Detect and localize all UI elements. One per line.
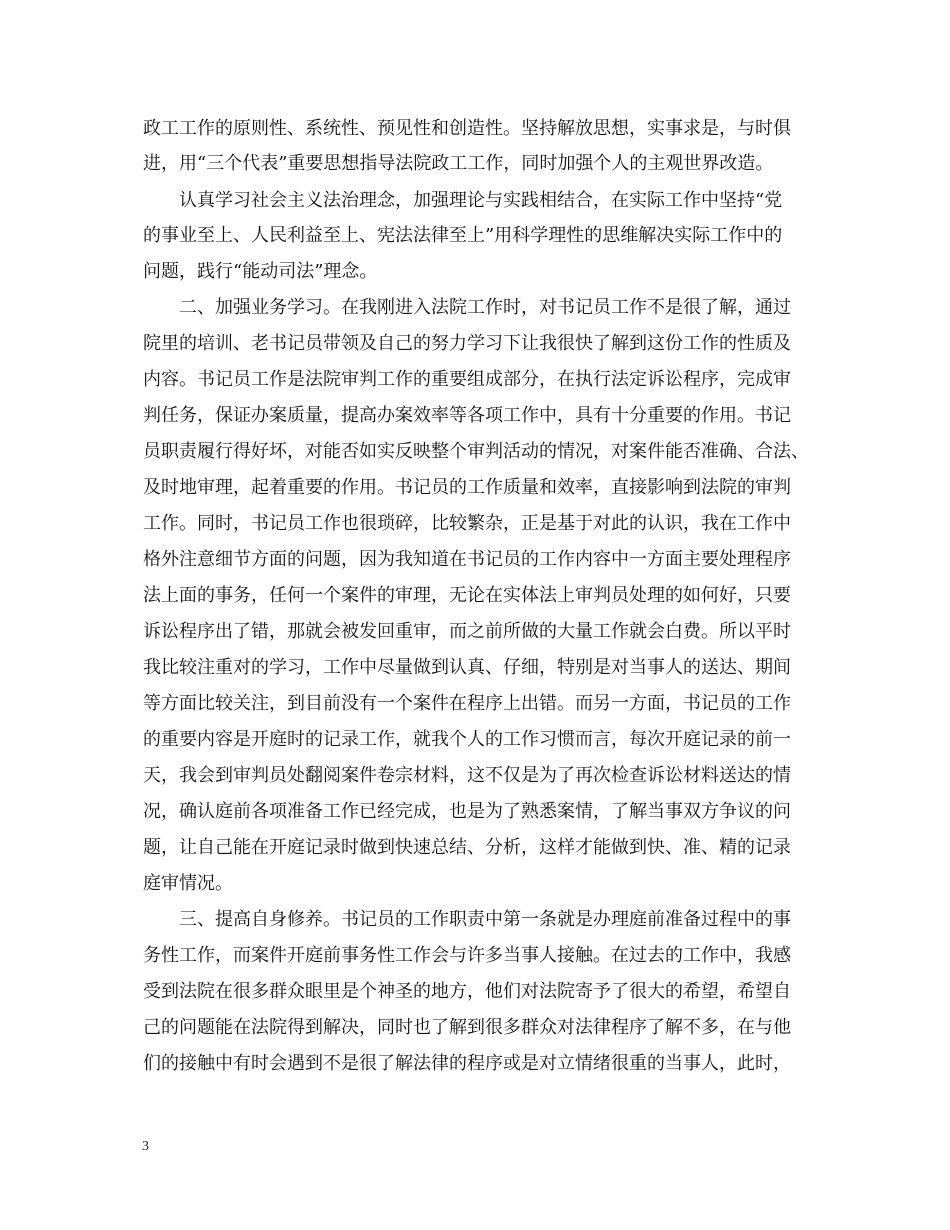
text-line: 务性工作，而案件开庭前事务性工作会与许多当事人接触。在过去的工作中，我感 — [143, 945, 791, 966]
text-line: 天，我会到审判员处翻阅案件卷宗材料，这不仅是为了再次检查诉讼材料送达的情 — [143, 765, 791, 786]
text-line: 判任务，保证办案质量，提高办案效率等各项工作中，具有十分重要的作用。书记 — [143, 405, 791, 426]
page-number: 3 — [142, 1139, 149, 1154]
text-line: 院里的培训、老书记员带领及自己的努力学习下让我很快了解到这份工作的性质及 — [143, 333, 791, 354]
text-line: 的重要内容是开庭时的记录工作，就我个人的工作习惯而言，每次开庭记录的前一 — [143, 729, 791, 750]
text-line: 进，用“三个代表”重要思想指导法院政工工作，同时加强个人的主观世界改造。 — [143, 153, 774, 174]
text-line: 格外注意细节方面的问题，因为我知道在书记员的工作内容中一方面主要处理程序 — [143, 549, 791, 570]
text-line: 工作。同时，书记员工作也很琐碎，比较繁杂，正是基于对此的认识，我在工作中 — [143, 513, 791, 534]
paragraph-start-line: 三、提高自身修养。书记员的工作职责中第一条就是办理庭前准备过程中的事 — [179, 909, 791, 930]
text-line: 员职责履行得好坏，对能否如实反映整个审判活动的情况，对案件能否准确、合法、 — [143, 441, 809, 462]
text-line: 们的接触中有时会遇到不是很了解法律的程序或是对立情绪很重的当事人，此时， — [143, 1053, 791, 1074]
text-line: 己的问题能在法院得到解决，同时也了解到很多群众对法律程序了解不多，在与他 — [143, 1017, 791, 1038]
text-line: 的事业至上、人民利益至上、宪法法律至上”用科学理性的思维解决实际工作中的 — [143, 225, 783, 246]
text-line: 庭审情况。 — [143, 873, 233, 894]
text-line: 等方面比较关注，到目前没有一个案件在程序上出错。而另一方面，书记员的工作 — [143, 693, 791, 714]
text-line: 问题，践行“能动司法”理念。 — [143, 261, 378, 282]
text-line: 诉讼程序出了错，那就会被发回重审，而之前所做的大量工作就会白费。所以平时 — [143, 621, 791, 642]
paragraph-start-line: 认真学习社会主义法治理念，加强理论与实践相结合，在实际工作中坚持“党 — [179, 190, 783, 211]
paragraph-start-line: 二、加强业务学习。在我刚进入法院工作时，对书记员工作不是很了解，通过 — [179, 297, 791, 318]
text-line: 内容。书记员工作是法院审判工作的重要组成部分，在执行法定诉讼程序，完成审 — [143, 369, 791, 390]
text-line: 政工工作的原则性、系统性、预见性和创造性。坚持解放思想，实事求是，与时俱 — [143, 118, 791, 139]
text-line: 法上面的事务，任何一个案件的审理，无论在实体法上审判员处理的如何好，只要 — [143, 585, 791, 606]
text-line: 受到法院在很多群众眼里是个神圣的地方，他们对法院寄予了很大的希望，希望自 — [143, 981, 791, 1002]
text-line: 及时地审理，起着重要的作用。书记员的工作质量和效率，直接影响到法院的审判 — [143, 477, 791, 498]
text-line: 我比较注重对的学习，工作中尽量做到认真、仔细，特别是对当事人的送达、期间 — [143, 657, 791, 678]
text-line: 况，确认庭前各项准备工作已经完成，也是为了熟悉案情，了解当事双方争议的问 — [143, 801, 791, 822]
text-line: 题，让自己能在开庭记录时做到快速总结、分析，这样才能做到快、准、精的记录 — [143, 837, 791, 858]
